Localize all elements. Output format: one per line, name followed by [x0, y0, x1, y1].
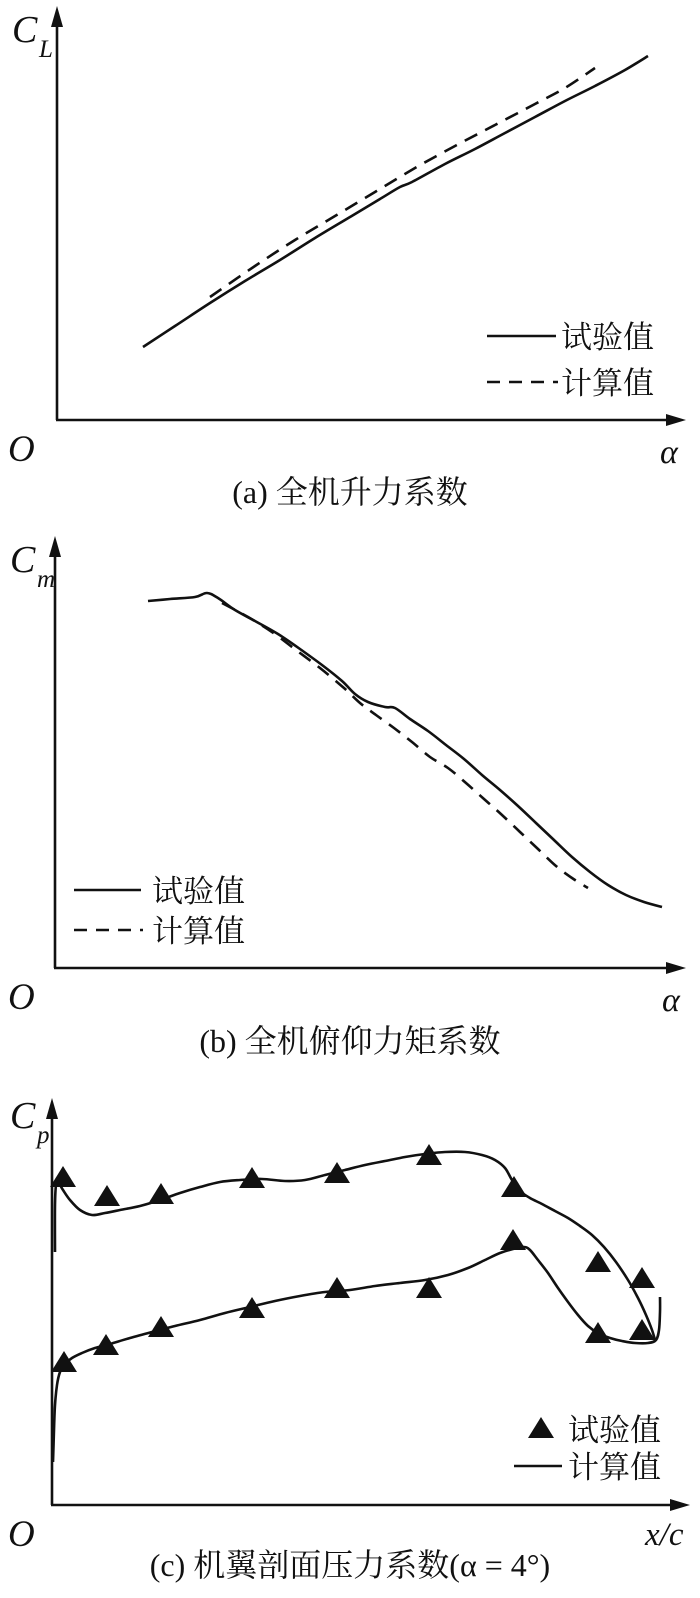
series-experimental-a [143, 56, 648, 347]
chart-a [8, 6, 686, 510]
series-experimental-markers-c [50, 1144, 655, 1372]
legend-c-triangle-marker [528, 1417, 554, 1438]
x-axis-arrowhead-c [670, 1499, 690, 1511]
caption-b: (b) 全机俯仰力矩系数 [199, 1023, 501, 1059]
chart-c [8, 1095, 690, 1583]
series-computed-upper-c [55, 1152, 655, 1340]
legend-c-label-experimental: 试验值 [568, 1413, 661, 1448]
y-axis-arrowhead-a [51, 6, 63, 27]
legend-a-label-computed: 计算值 [561, 366, 654, 401]
x-axis-arrowhead-b [666, 962, 686, 974]
legend-b [74, 874, 245, 949]
x-axis-arrowhead-a [666, 414, 686, 426]
series-experimental-b [148, 593, 662, 907]
y-axis-arrowhead-c [46, 1098, 58, 1119]
origin-label-c: O [8, 1514, 35, 1555]
legend-c [514, 1413, 661, 1485]
caption-a: (a) 全机升力系数 [232, 474, 468, 510]
y-axis-label-c: C [10, 1095, 36, 1137]
y-axis-arrowhead-b [49, 536, 61, 557]
legend-a [487, 320, 654, 401]
y-axis-label-b: C [10, 539, 36, 581]
x-axis-label-a: α [660, 434, 678, 471]
y-axis-label-sub-c: p [37, 1122, 50, 1149]
origin-label-a: O [8, 429, 35, 470]
legend-b-label-computed: 计算值 [152, 914, 245, 949]
legend-b-label-experimental: 试验值 [152, 874, 245, 909]
legend-a-label-experimental: 试验值 [561, 320, 654, 355]
x-axis-label-b: α [662, 982, 680, 1019]
series-computed-b [222, 603, 588, 888]
y-axis-label-sub-b: m [37, 566, 56, 593]
series-computed-a [210, 68, 595, 297]
origin-label-b: O [8, 977, 35, 1018]
x-axis-label-c: x/c [645, 1517, 684, 1553]
chart-b [8, 536, 686, 1059]
y-axis-label-a: C [12, 9, 38, 51]
legend-c-label-computed: 计算值 [568, 1450, 661, 1485]
y-axis-label-sub-a: L [39, 36, 53, 63]
caption-c: (c) 机翼剖面压力系数(α = 4°) [149, 1547, 551, 1583]
